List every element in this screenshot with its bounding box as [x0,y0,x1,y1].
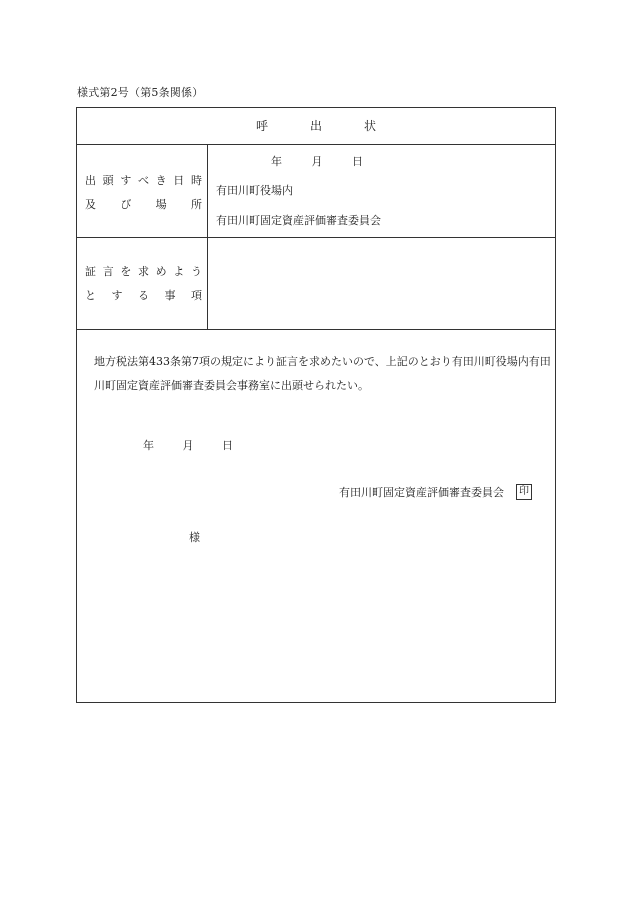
summons-form [76,107,556,703]
issue-date: 年 月 日 [143,439,233,452]
title-row [77,108,555,145]
form-title: 呼出状 [255,119,418,133]
appearance-place-line2: 有田川町固定資産評価審査委員会 [216,214,381,227]
addressee: 様 [189,531,200,544]
issuer [339,484,532,500]
appearance-place-line1: 有田川町役場内 [216,184,293,197]
appearance-label [77,145,208,237]
body-text: 地方税法第433条第7項の規定により証言を求めたいので、上記のとおり有田川町役場内有田川町固定資産評価審査委員会事務室に出頭せられたい。 [94,355,551,392]
testimony-label-line2: と す る 事 項 [85,289,202,302]
issuer-name: 有田川町固定資産評価審査委員会 [339,486,504,499]
seal-mark: 印 [516,484,532,500]
appearance-row [77,145,555,238]
testimony-value [208,238,555,329]
appearance-label-line1: 出 頭 す べ き 日 時 [85,174,202,187]
form-number: 様式第2号（第5条関係） [77,86,204,99]
testimony-row [77,238,555,330]
testimony-label [77,238,208,329]
appearance-date: 年 月 日 [271,155,363,168]
testimony-label-line1: 証 言 を 求 め よ う [85,265,202,278]
appearance-label-line2: 及 び 場 所 [85,198,202,211]
appearance-value [208,145,555,237]
